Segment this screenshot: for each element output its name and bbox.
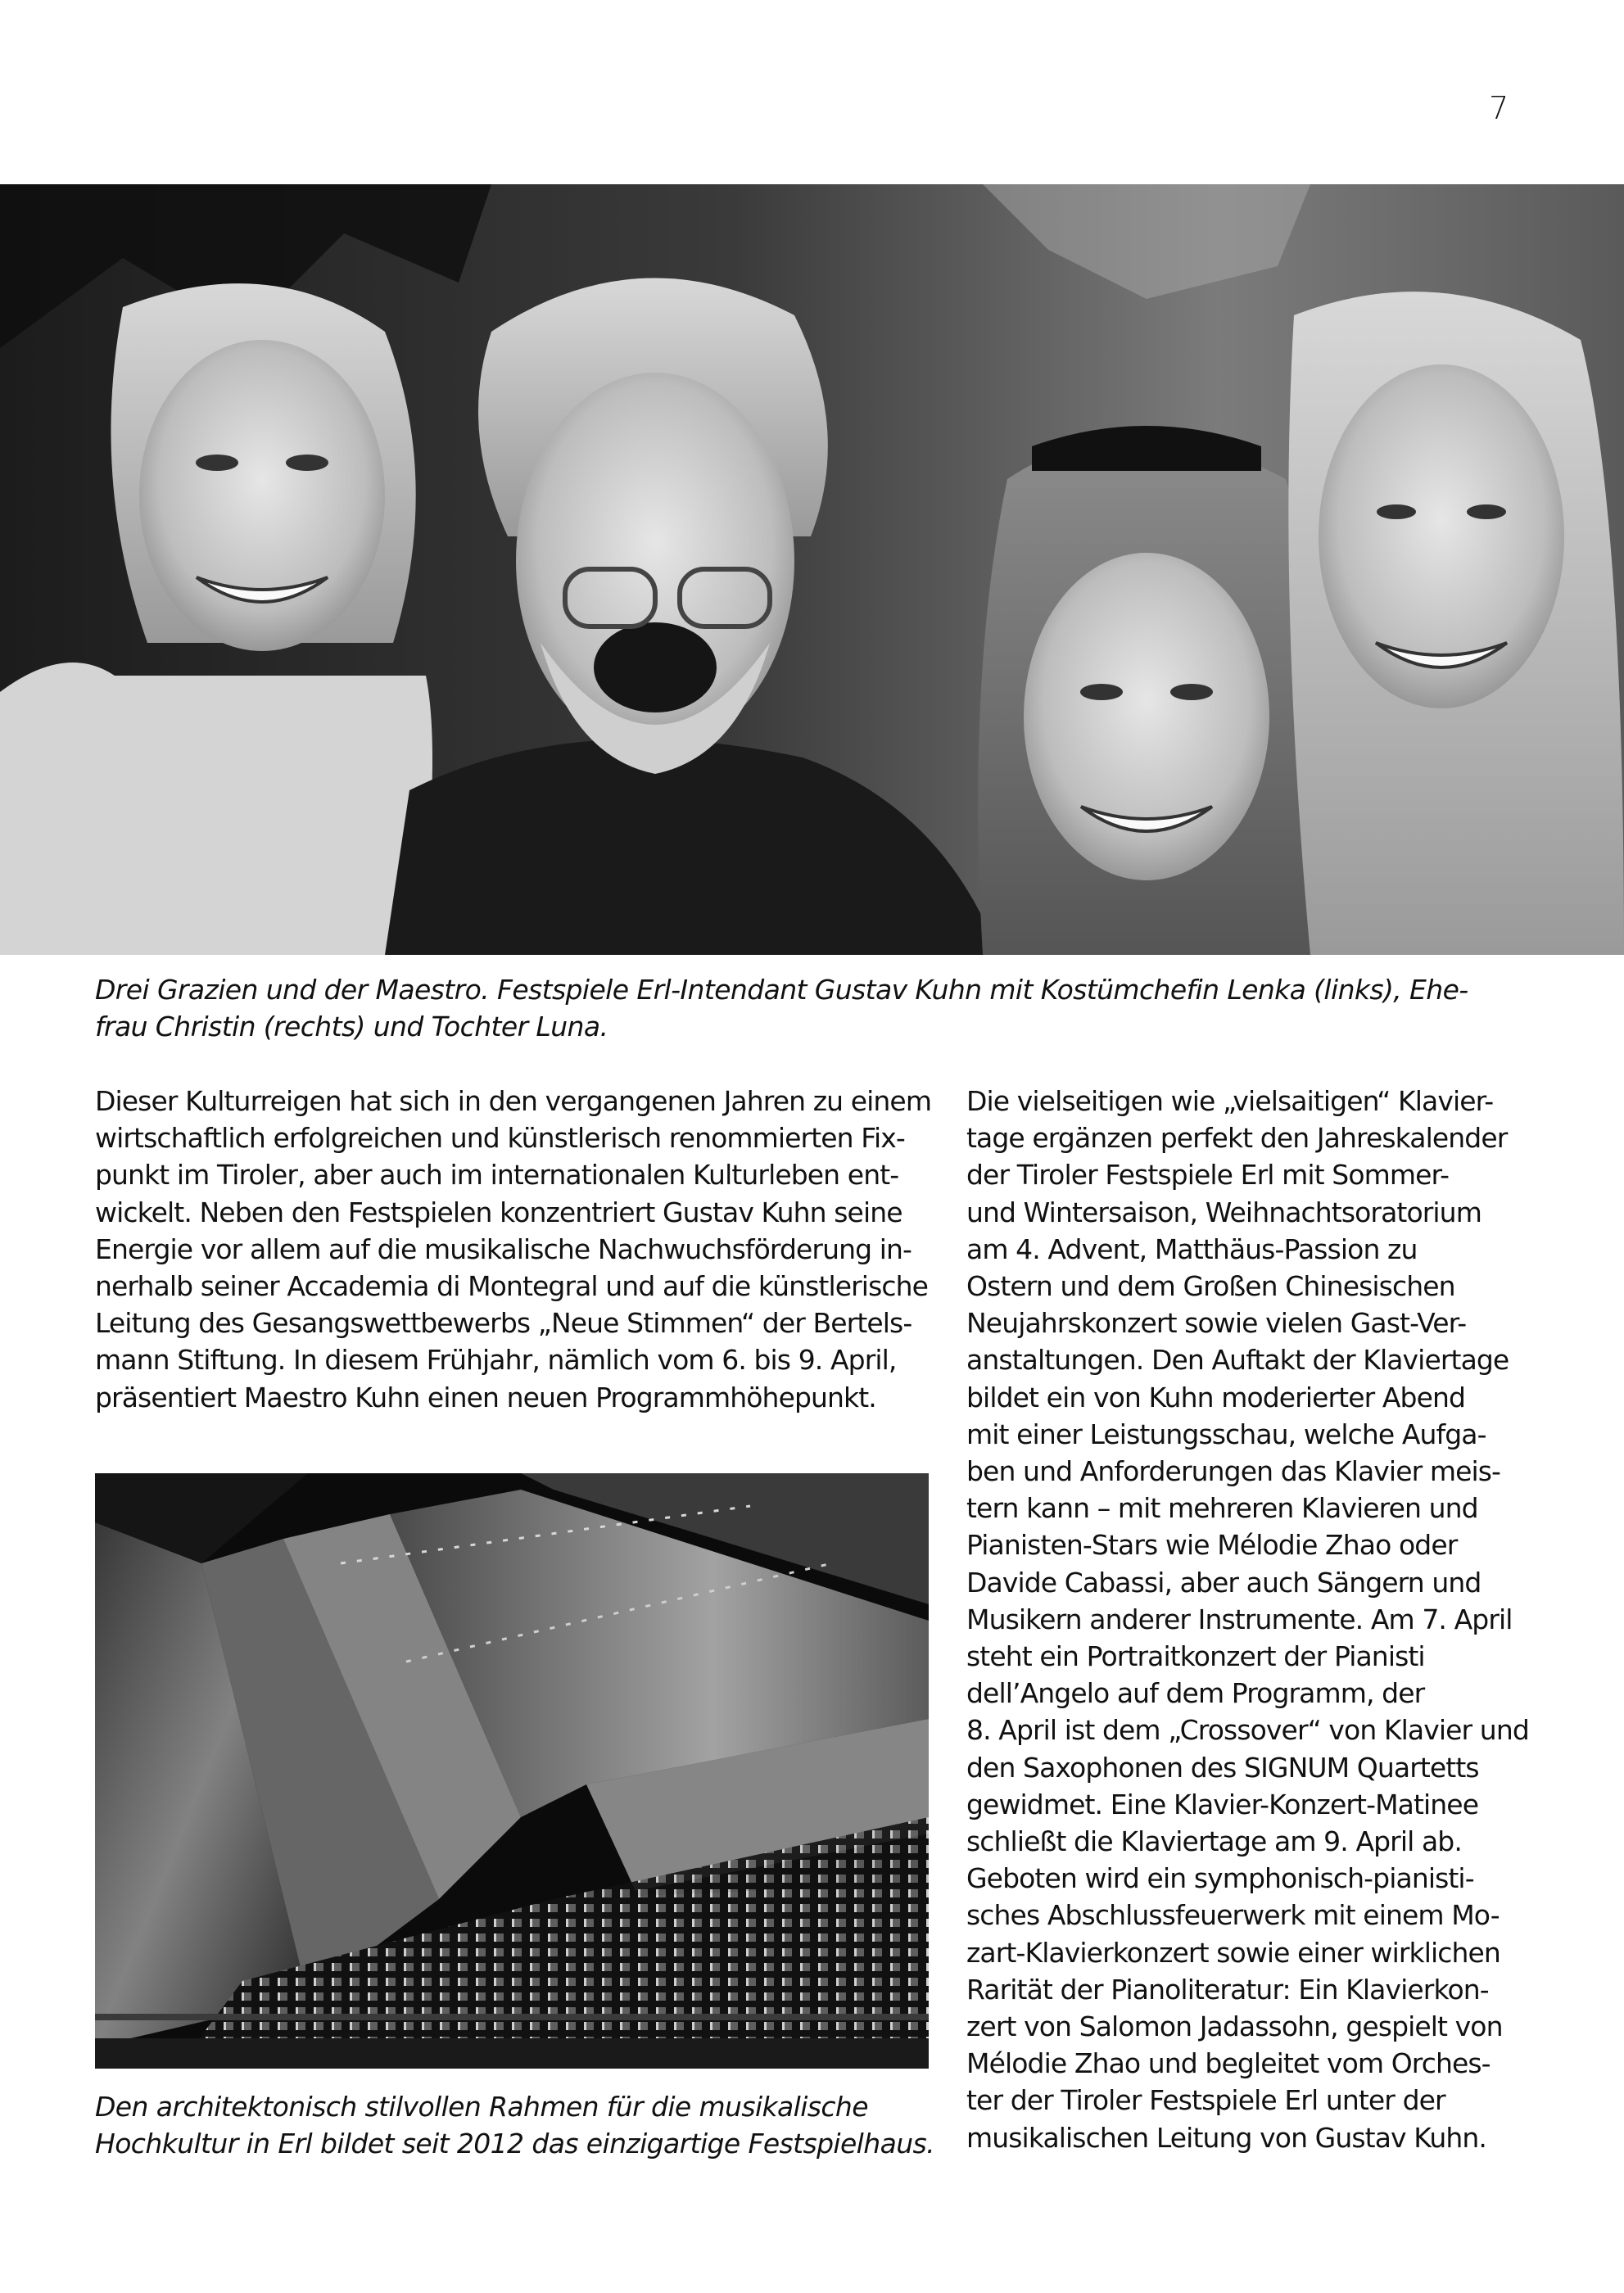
text-line: gewidmet. Eine Klavier-Konzert-Matinee <box>966 1788 1479 1820</box>
text-line: ter der Tiroler Festspiele Erl unter der <box>966 2084 1445 2117</box>
text-line: anstaltungen. Den Auftakt der Klaviertage <box>966 1344 1509 1377</box>
text-line: zert von Salomon Jadassohn, gespielt von <box>966 2010 1503 2043</box>
text-line: zart-Klavierkonzert sowie einer wirklichen <box>966 1936 1500 1969</box>
text-line: tage ergänzen perfekt den Jahreskalender <box>966 1122 1508 1155</box>
text-line: Die vielseitigen wie „vielsaitigen“ Klavier- <box>966 1085 1494 1117</box>
caption-line: Hochkultur in Erl bildet seit 2012 das einzigartige Festspielhaus. <box>95 2128 934 2160</box>
text-line: am 4. Advent, Matthäus-Passion zu <box>966 1232 1418 1265</box>
text-line: mann Stiftung. In diesem Frühjahr, nämlich vom 6. bis 9. April, <box>95 1344 897 1377</box>
text-line: Mélodie Zhao und begleitet vom Orches- <box>966 2047 1491 2080</box>
text-line: Dieser Kulturreigen hat sich in den vergangenen Jahren zu einem <box>95 1085 932 1117</box>
caption-line: Drei Grazien und der Maestro. Festspiele Erl-Intendant Gustav Kuhn mit Kostümchefin Lenka (links), Ehe- <box>95 974 1468 1006</box>
caption-line: Den architektonisch stilvollen Rahmen für die musikalische <box>95 2091 868 2123</box>
text-line: dell’Angelo auf dem Programm, der <box>966 1677 1425 1710</box>
text-line: punkt im Tiroler, aber auch im internationalen Kulturleben ent- <box>95 1159 899 1192</box>
text-line: nerhalb seiner Accademia di Montegral und auf die künstlerische <box>95 1270 929 1303</box>
group-portrait-photo <box>0 184 1624 955</box>
text-line: Energie vor allem auf die musikalische Nachwuchsförderung in- <box>95 1232 912 1265</box>
text-line: ben und Anforderungen das Klavier meis- <box>966 1455 1501 1488</box>
text-line: Musikern anderer Instrumente. Am 7. April <box>966 1603 1513 1635</box>
text-line: musikalischen Leitung von Gustav Kuhn. <box>966 2121 1486 2154</box>
text-line: tern kann – mit mehreren Klavieren und <box>966 1492 1478 1525</box>
text-line: mit einer Leistungsschau, welche Aufga- <box>966 1418 1486 1450</box>
text-line: den Saxophonen des SIGNUM Quartetts <box>966 1751 1479 1784</box>
text-line: Neujahrskonzert sowie vielen Gast-Ver- <box>966 1307 1467 1340</box>
hall-photo-caption <box>95 2088 955 2162</box>
text-line: präsentiert Maestro Kuhn einen neuen Programmhöhepunkt. <box>95 1381 876 1413</box>
text-line: steht ein Portraitkonzert der Pianisti <box>966 1640 1425 1673</box>
text-line: wirtschaftlich erfolgreichen und künstlerisch renommierten Fix- <box>95 1122 905 1155</box>
caption-line: frau Christin (rechts) und Tochter Luna. <box>95 1011 608 1042</box>
text-line: Pianisten-Stars wie Mélodie Zhao oder <box>966 1529 1458 1562</box>
text-line: Leitung des Gesangswettbewerbs „Neue Stimmen“ der Bertels- <box>95 1307 912 1340</box>
text-line: schließt die Klaviertage am 9. April ab. <box>966 1825 1462 1858</box>
left-woman-dress <box>0 663 432 955</box>
article-right-column <box>966 1083 1540 2156</box>
text-line: der Tiroler Festspiele Erl mit Sommer- <box>966 1159 1450 1192</box>
text-line: Davide Cabassi, aber auch Sängern und <box>966 1566 1482 1599</box>
left-woman-face <box>139 340 385 651</box>
text-line: wickelt. Neben den Festspielen konzentriert Gustav Kuhn seine <box>95 1196 902 1228</box>
concert-hall-illustration <box>95 1473 929 2069</box>
page-number: 7 <box>1489 90 1509 126</box>
group-photo-caption <box>95 971 1528 1045</box>
text-line: und Wintersaison, Weihnachtsoratorium <box>966 1196 1482 1228</box>
text-line: 8. April ist dem „Crossover“ von Klavier und <box>966 1714 1529 1747</box>
group-portrait-illustration <box>0 184 1624 955</box>
text-line: Rarität der Pianoliteratur: Ein Klavierkon- <box>966 1973 1489 2006</box>
article-left-column <box>95 1083 939 1416</box>
text-line: bildet ein von Kuhn moderierter Abend <box>966 1381 1466 1413</box>
text-line: sches Abschlussfeuerwerk mit einem Mo- <box>966 1899 1500 1932</box>
text-line: Ostern und dem Großen Chinesischen <box>966 1270 1455 1303</box>
concert-hall-photo <box>95 1473 929 2069</box>
text-line: Geboten wird ein symphonisch-pianisti- <box>966 1862 1474 1895</box>
